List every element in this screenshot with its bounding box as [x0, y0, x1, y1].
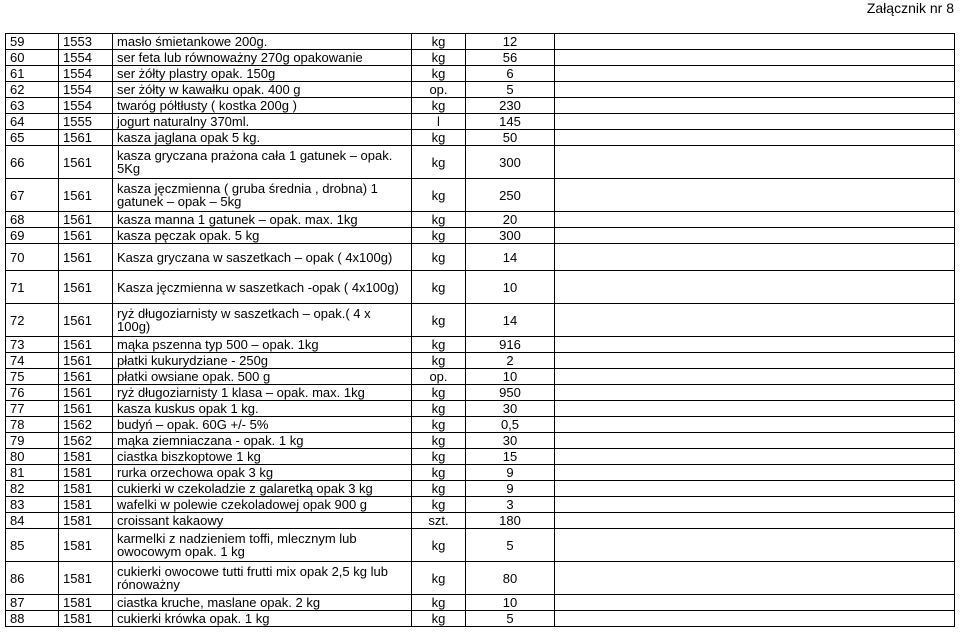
unit-cell: szt. — [412, 513, 466, 529]
table-row — [6, 66, 955, 82]
table-row — [6, 304, 955, 337]
product-name-cell: budyń – opak. 60G +/- 5% — [113, 417, 412, 433]
empty-cell — [555, 611, 955, 627]
empty-cell — [555, 401, 955, 417]
quantity-cell: 15 — [466, 449, 555, 465]
empty-cell — [555, 304, 955, 337]
unit-cell: kg — [412, 529, 466, 562]
product-table-body — [6, 34, 955, 627]
product-code-cell: 1561 — [59, 212, 113, 228]
product-code-cell: 1581 — [59, 611, 113, 627]
product-code-cell: 1561 — [59, 369, 113, 385]
product-name-cell: jogurt naturalny 370ml. — [113, 114, 412, 130]
product-name-cell: kasza jęczmienna ( gruba średnia , drobna) 1 gatunek – opak – 5kg — [113, 179, 412, 212]
quantity-cell: 300 — [466, 146, 555, 179]
quantity-cell: 300 — [466, 228, 555, 244]
product-code-cell: 1561 — [59, 228, 113, 244]
row-number-cell: 74 — [6, 353, 59, 369]
quantity-cell: 50 — [466, 130, 555, 146]
product-code-cell: 1554 — [59, 82, 113, 98]
table-row — [6, 212, 955, 228]
table-row — [6, 337, 955, 353]
quantity-cell: 10 — [466, 369, 555, 385]
quantity-cell: 950 — [466, 385, 555, 401]
empty-cell — [555, 353, 955, 369]
unit-cell: kg — [412, 50, 466, 66]
quantity-cell: 5 — [466, 82, 555, 98]
row-number-cell: 85 — [6, 529, 59, 562]
product-code-cell: 1562 — [59, 417, 113, 433]
row-number-cell: 64 — [6, 114, 59, 130]
row-number-cell: 76 — [6, 385, 59, 401]
product-name-cell: cukierki krówka opak. 1 kg — [113, 611, 412, 627]
row-number-cell: 62 — [6, 82, 59, 98]
product-name-cell: płatki kukurydziane - 250g — [113, 353, 412, 369]
empty-cell — [555, 66, 955, 82]
unit-cell: kg — [412, 304, 466, 337]
product-name-cell: cukierki w czekoladzie z galaretką opak 3 kg — [113, 481, 412, 497]
table-row — [6, 465, 955, 481]
table-row — [6, 98, 955, 114]
unit-cell: kg — [412, 353, 466, 369]
empty-cell — [555, 228, 955, 244]
row-number-cell: 63 — [6, 98, 59, 114]
product-code-cell: 1581 — [59, 497, 113, 513]
unit-cell: kg — [412, 146, 466, 179]
quantity-cell: 9 — [466, 481, 555, 497]
empty-cell — [555, 449, 955, 465]
product-name-cell: ser żółty w kawałku opak. 400 g — [113, 82, 412, 98]
empty-cell — [555, 433, 955, 449]
unit-cell: kg — [412, 595, 466, 611]
empty-cell — [555, 98, 955, 114]
product-code-cell: 1561 — [59, 179, 113, 212]
quantity-cell: 56 — [466, 50, 555, 66]
table-row — [6, 595, 955, 611]
quantity-cell: 0,5 — [466, 417, 555, 433]
empty-cell — [555, 595, 955, 611]
product-code-cell: 1581 — [59, 449, 113, 465]
unit-cell: kg — [412, 481, 466, 497]
table-row — [6, 271, 955, 304]
product-name-cell: Kasza gryczana w saszetkach – opak ( 4x100g) — [113, 244, 412, 271]
product-code-cell: 1581 — [59, 562, 113, 595]
row-number-cell: 71 — [6, 271, 59, 304]
product-name-cell: rurka orzechowa opak 3 kg — [113, 465, 412, 481]
empty-cell — [555, 562, 955, 595]
quantity-cell: 30 — [466, 401, 555, 417]
empty-cell — [555, 465, 955, 481]
unit-cell: kg — [412, 497, 466, 513]
product-name-cell: kasza manna 1 gatunek – opak. max. 1kg — [113, 212, 412, 228]
quantity-cell: 916 — [466, 337, 555, 353]
unit-cell: kg — [412, 337, 466, 353]
row-number-cell: 59 — [6, 34, 59, 50]
quantity-cell: 12 — [466, 34, 555, 50]
product-name-cell: ser feta lub równoważny 270g opakowanie — [113, 50, 412, 66]
product-name-cell: kasza kuskus opak 1 kg. — [113, 401, 412, 417]
unit-cell: kg — [412, 179, 466, 212]
empty-cell — [555, 417, 955, 433]
table-row — [6, 179, 955, 212]
product-code-cell: 1561 — [59, 337, 113, 353]
product-name-cell: ryż długoziarnisty w saszetkach – opak.( 4 x 100g) — [113, 304, 412, 337]
product-code-cell: 1555 — [59, 114, 113, 130]
unit-cell: kg — [412, 465, 466, 481]
table-row — [6, 82, 955, 98]
unit-cell: l — [412, 114, 466, 130]
product-code-cell: 1581 — [59, 481, 113, 497]
unit-cell: kg — [412, 212, 466, 228]
table-row — [6, 611, 955, 627]
product-name-cell: kasza jaglana opak 5 kg. — [113, 130, 412, 146]
quantity-cell: 5 — [466, 611, 555, 627]
quantity-cell: 10 — [466, 595, 555, 611]
unit-cell: kg — [412, 385, 466, 401]
empty-cell — [555, 337, 955, 353]
table-row — [6, 34, 955, 50]
product-code-cell: 1561 — [59, 304, 113, 337]
row-number-cell: 84 — [6, 513, 59, 529]
product-name-cell: ryż długoziarnisty 1 klasa – opak. max. 1kg — [113, 385, 412, 401]
row-number-cell: 60 — [6, 50, 59, 66]
table-row — [6, 353, 955, 369]
row-number-cell: 65 — [6, 130, 59, 146]
product-name-cell: karmelki z nadzieniem toffi, mlecznym lub owocowym opak. 1 kg — [113, 529, 412, 562]
product-code-cell: 1561 — [59, 353, 113, 369]
empty-cell — [555, 529, 955, 562]
row-number-cell: 75 — [6, 369, 59, 385]
product-name-cell: ciastka biszkoptowe 1 kg — [113, 449, 412, 465]
quantity-cell: 250 — [466, 179, 555, 212]
table-row — [6, 369, 955, 385]
quantity-cell: 30 — [466, 433, 555, 449]
quantity-cell: 2 — [466, 353, 555, 369]
empty-cell — [555, 179, 955, 212]
quantity-cell: 10 — [466, 271, 555, 304]
row-number-cell: 69 — [6, 228, 59, 244]
product-code-cell: 1554 — [59, 98, 113, 114]
table-row — [6, 449, 955, 465]
empty-cell — [555, 497, 955, 513]
product-name-cell: ciastka kruche, maslane opak. 2 kg — [113, 595, 412, 611]
row-number-cell: 72 — [6, 304, 59, 337]
row-number-cell: 78 — [6, 417, 59, 433]
product-code-cell: 1561 — [59, 146, 113, 179]
row-number-cell: 66 — [6, 146, 59, 179]
quantity-cell: 180 — [466, 513, 555, 529]
table-row — [6, 244, 955, 271]
unit-cell: op. — [412, 369, 466, 385]
attachment-label: Załącznik nr 8 — [866, 0, 954, 16]
row-number-cell: 87 — [6, 595, 59, 611]
product-name-cell: mąka ziemniaczana - opak. 1 kg — [113, 433, 412, 449]
product-code-cell: 1561 — [59, 385, 113, 401]
table-row — [6, 130, 955, 146]
unit-cell: kg — [412, 401, 466, 417]
product-code-cell: 1581 — [59, 529, 113, 562]
table-row — [6, 497, 955, 513]
empty-cell — [555, 212, 955, 228]
product-code-cell: 1581 — [59, 465, 113, 481]
table-row — [6, 50, 955, 66]
empty-cell — [555, 369, 955, 385]
quantity-cell: 145 — [466, 114, 555, 130]
row-number-cell: 88 — [6, 611, 59, 627]
product-code-cell: 1561 — [59, 130, 113, 146]
unit-cell: kg — [412, 562, 466, 595]
product-code-cell: 1554 — [59, 66, 113, 82]
product-code-cell: 1553 — [59, 34, 113, 50]
unit-cell: kg — [412, 271, 466, 304]
product-name-cell: masło śmietankowe 200g. — [113, 34, 412, 50]
product-code-cell: 1562 — [59, 433, 113, 449]
row-number-cell: 86 — [6, 562, 59, 595]
unit-cell: kg — [412, 244, 466, 271]
table-row — [6, 114, 955, 130]
product-name-cell: Kasza jęczmienna w saszetkach -opak ( 4x100g) — [113, 271, 412, 304]
table-row — [6, 529, 955, 562]
empty-cell — [555, 513, 955, 529]
row-number-cell: 73 — [6, 337, 59, 353]
unit-cell: kg — [412, 433, 466, 449]
row-number-cell: 70 — [6, 244, 59, 271]
table-row — [6, 481, 955, 497]
product-name-cell: croissant kakaowy — [113, 513, 412, 529]
empty-cell — [555, 481, 955, 497]
row-number-cell: 61 — [6, 66, 59, 82]
row-number-cell: 77 — [6, 401, 59, 417]
quantity-cell: 14 — [466, 244, 555, 271]
row-number-cell: 83 — [6, 497, 59, 513]
product-code-cell: 1581 — [59, 513, 113, 529]
product-table — [5, 33, 955, 627]
unit-cell: kg — [412, 611, 466, 627]
table-row — [6, 228, 955, 244]
table-row — [6, 146, 955, 179]
unit-cell: kg — [412, 98, 466, 114]
product-name-cell: twaróg półtłusty ( kostka 200g ) — [113, 98, 412, 114]
empty-cell — [555, 82, 955, 98]
quantity-cell: 230 — [466, 98, 555, 114]
empty-cell — [555, 271, 955, 304]
empty-cell — [555, 146, 955, 179]
product-name-cell: kasza gryczana prażona cała 1 gatunek – opak. 5Kg — [113, 146, 412, 179]
product-code-cell: 1554 — [59, 50, 113, 66]
product-code-cell: 1561 — [59, 244, 113, 271]
quantity-cell: 5 — [466, 529, 555, 562]
quantity-cell: 14 — [466, 304, 555, 337]
unit-cell: op. — [412, 82, 466, 98]
unit-cell: kg — [412, 449, 466, 465]
quantity-cell: 20 — [466, 212, 555, 228]
product-name-cell: wafelki w polewie czekoladowej opak 900 g — [113, 497, 412, 513]
empty-cell — [555, 385, 955, 401]
product-name-cell: cukierki owocowe tutti frutti mix opak 2,5 kg lub rónoważny — [113, 562, 412, 595]
empty-cell — [555, 50, 955, 66]
empty-cell — [555, 244, 955, 271]
unit-cell: kg — [412, 34, 466, 50]
empty-cell — [555, 130, 955, 146]
product-code-cell: 1581 — [59, 595, 113, 611]
unit-cell: kg — [412, 417, 466, 433]
unit-cell: kg — [412, 228, 466, 244]
product-name-cell: mąka pszenna typ 500 – opak. 1kg — [113, 337, 412, 353]
row-number-cell: 79 — [6, 433, 59, 449]
product-code-cell: 1561 — [59, 271, 113, 304]
row-number-cell: 67 — [6, 179, 59, 212]
unit-cell: kg — [412, 130, 466, 146]
quantity-cell: 3 — [466, 497, 555, 513]
empty-cell — [555, 34, 955, 50]
unit-cell: kg — [412, 66, 466, 82]
empty-cell — [555, 114, 955, 130]
product-name-cell: ser żółty plastry opak. 150g — [113, 66, 412, 82]
product-name-cell: kasza pęczak opak. 5 kg — [113, 228, 412, 244]
product-code-cell: 1561 — [59, 401, 113, 417]
row-number-cell: 68 — [6, 212, 59, 228]
quantity-cell: 80 — [466, 562, 555, 595]
row-number-cell: 81 — [6, 465, 59, 481]
row-number-cell: 82 — [6, 481, 59, 497]
table-row — [6, 433, 955, 449]
table-row — [6, 401, 955, 417]
table-row — [6, 385, 955, 401]
quantity-cell: 6 — [466, 66, 555, 82]
table-row — [6, 417, 955, 433]
table-row — [6, 513, 955, 529]
quantity-cell: 9 — [466, 465, 555, 481]
table-row — [6, 562, 955, 595]
product-name-cell: płatki owsiane opak. 500 g — [113, 369, 412, 385]
row-number-cell: 80 — [6, 449, 59, 465]
